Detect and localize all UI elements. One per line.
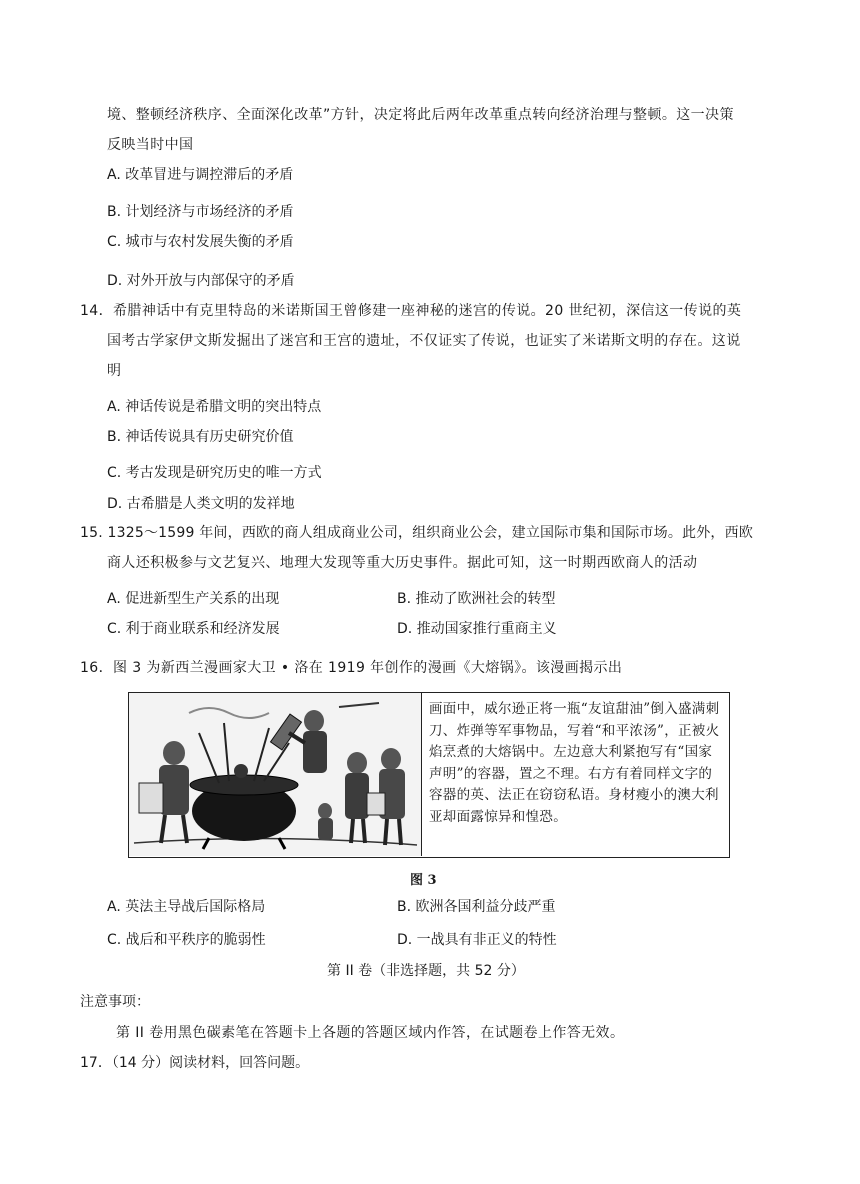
q14-stem-line1: 14．希腊神话中有克里特岛的米诺斯国王曾修建一座神秘的迷宫的传说。20 世纪初，深信这一传说的英 xyxy=(80,303,742,319)
q16-option-d[interactable]: D. 一战具有非正义的特性 xyxy=(397,932,557,948)
q13-option-b[interactable]: B. 计划经济与市场经济的矛盾 xyxy=(107,204,294,220)
q15-stem-line2: 商人还积极参与文艺复兴、地理大发现等重大历史事件。据此可知，这一时期西欧商人的活动 xyxy=(107,555,698,571)
q15-stem-line1: 15. 1325～1599 年间，西欧的商人组成商业公司，组织商业公会，建立国际市集和国际市场。此外，西欧 xyxy=(80,525,754,541)
q14-option-d[interactable]: D. 古希腊是人类文明的发祥地 xyxy=(107,496,295,512)
q15-option-b[interactable]: B. 推动了欧洲社会的转型 xyxy=(397,591,556,607)
q14-stem-line3: 明 xyxy=(107,363,122,379)
q14-option-a[interactable]: A. 神话传说是希腊文明的突出特点 xyxy=(107,399,322,415)
q13-option-a[interactable]: A. 改革冒进与调控滞后的矛盾 xyxy=(107,167,294,183)
q17-stem-line1: 17．（14 分）阅读材料，回答问题。 xyxy=(80,1055,310,1071)
q16-option-b[interactable]: B. 欧洲各国利益分歧严重 xyxy=(397,899,556,915)
q15-option-d[interactable]: D. 推动国家推行重商主义 xyxy=(397,621,557,637)
part2-heading: 第 II 卷（非选择题，共 52 分） xyxy=(327,963,525,979)
q14-stem-line2: 国考古学家伊文斯发掘出了迷宫和王宫的遗址，不仅证实了传说，也证实了米诺斯文明的存在。这说 xyxy=(107,333,741,349)
cartoon-figure xyxy=(128,692,730,858)
notice-text: 第 II 卷用黑色碳素笔在答题卡上各题的答题区域内作答，在试题卷上作答无效。 xyxy=(116,1025,625,1041)
notice-label: 注意事项： xyxy=(80,994,150,1010)
cartoon-image xyxy=(129,693,422,856)
q15-option-c[interactable]: C. 利于商业联系和经济发展 xyxy=(107,621,280,637)
q14-option-c[interactable]: C. 考古发现是研究历史的唯一方式 xyxy=(107,465,322,481)
q15-option-a[interactable]: A. 促进新型生产关系的出现 xyxy=(107,591,280,607)
q13-stem-line1: 境、整顿经济秩序、全面深化改革”方针，决定将此后两年改革重点转向经济治理与整顿。这一决策 xyxy=(107,107,734,123)
q13-stem-line2: 反映当时中国 xyxy=(107,137,194,153)
q16-option-c[interactable]: C. 战后和平秩序的脆弱性 xyxy=(107,932,266,948)
q16-option-a[interactable]: A. 英法主导战后国际格局 xyxy=(107,899,266,915)
cartoon-description: 画面中，威尔逊正将一瓶“友谊甜油”倒入盛满刺刀、炸弹等军事物品，写着“和平浓汤”，正被火焰烹煮的大熔锅中。左边意大利紧抱写有“国家声明”的容器，置之不理。右方有着同样文字的容器的英、法正在窃窃私语。身材瘦小的澳大利亚却面露惊异和惶恐。 xyxy=(429,701,720,825)
figure-caption: 图 3 xyxy=(410,873,437,888)
q13-option-c[interactable]: C. 城市与农村发展失衡的矛盾 xyxy=(107,234,294,250)
q13-option-d[interactable]: D. 对外开放与内部保守的矛盾 xyxy=(107,273,295,289)
q14-option-b[interactable]: B. 神话传说具有历史研究价值 xyxy=(107,429,294,445)
q16-stem-line1: 16．图 3 为新西兰漫画家大卫 • 洛在 1919 年创作的漫画《大熔锅》。该漫画揭示出 xyxy=(80,660,623,676)
